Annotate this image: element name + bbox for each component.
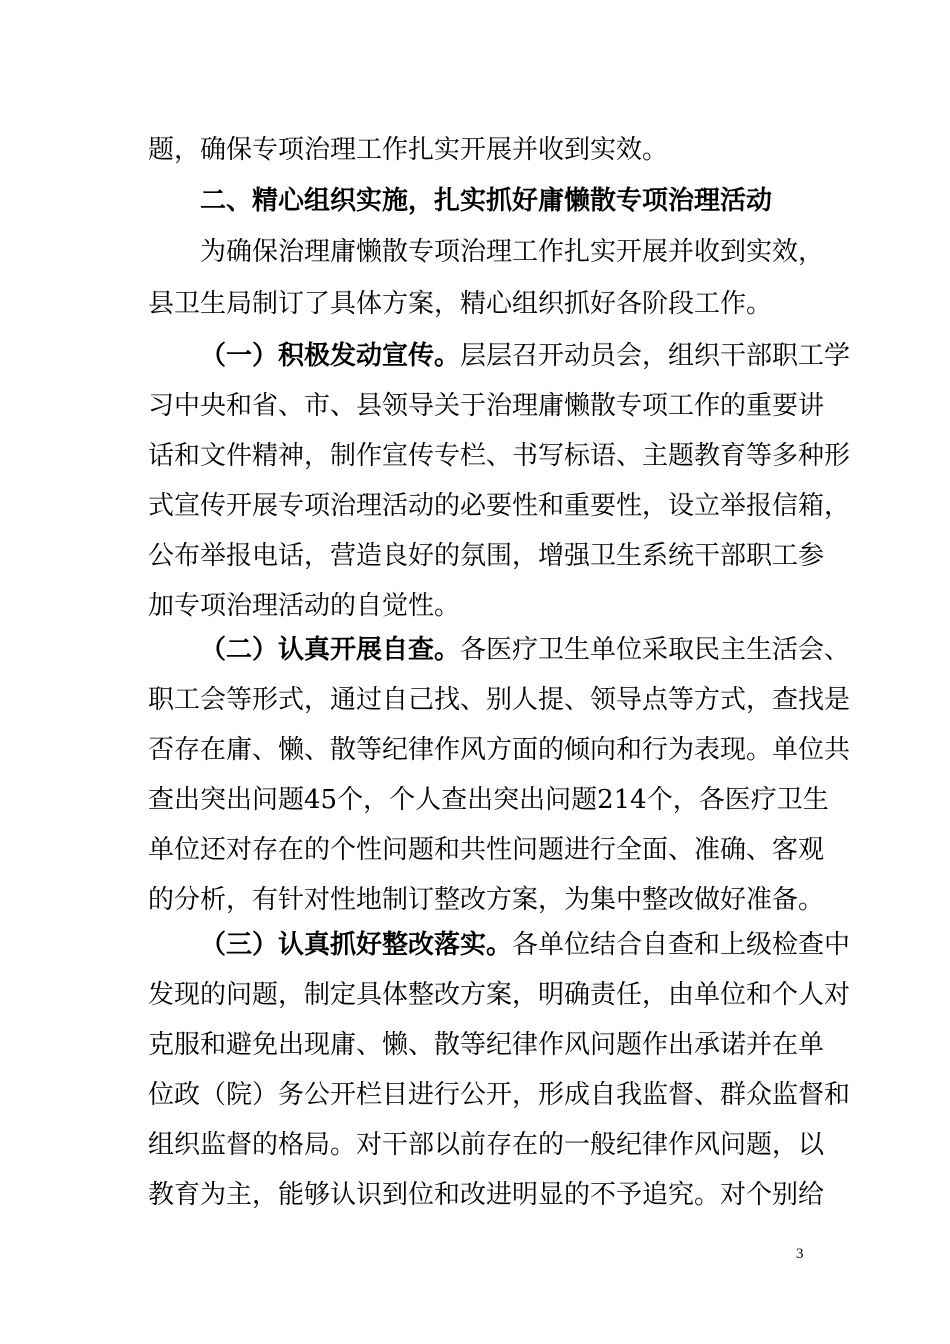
paragraph-line: 单位还对存在的个性问题和共性问题进行全面、准确、客观 bbox=[148, 835, 825, 865]
paragraph-line: 题，确保专项治理工作扎实开展并收到实效。 bbox=[148, 135, 669, 165]
subsection-heading: （三）认真抓好整改落实。 bbox=[200, 930, 513, 960]
paragraph-line: 克服和避免出现庸、懒、散等纪律作风问题作出承诺并在单 bbox=[148, 1030, 825, 1060]
paragraph-line: 加专项治理活动的自觉性。 bbox=[148, 591, 461, 621]
paragraph-line: 否存在庸、懒、散等纪律作风方面的倾向和行为表现。单位共 bbox=[148, 735, 851, 765]
paragraph-line: 公布举报电话，营造良好的氛围，增强卫生系统干部职工参 bbox=[148, 541, 825, 571]
paragraph-line: 位政（院）务公开栏目进行公开，形成自我监督、群众监督和 bbox=[148, 1080, 851, 1110]
section-heading: 二、精心组织实施，扎实抓好庸懒散专项治理活动 bbox=[200, 186, 773, 216]
paragraph-line: 话和文件精神，制作宣传专栏、书写标语、主题教育等多种形 bbox=[148, 441, 851, 471]
paragraph-line: 县卫生局制订了具体方案，精心组织抓好各阶段工作。 bbox=[148, 289, 773, 319]
paragraph-line: 式宣传开展专项治理活动的必要性和重要性，设立举报信箱， bbox=[148, 491, 851, 521]
paragraph-line: 发现的问题，制定具体整改方案，明确责任，由单位和个人对 bbox=[148, 980, 851, 1010]
paragraph-line: 教育为主，能够认识到位和改进明显的不予追究。对个别给 bbox=[148, 1180, 825, 1210]
paragraph-line bbox=[200, 925, 851, 965]
paragraph-line bbox=[200, 630, 851, 670]
subsection-heading: （二）认真开展自查。 bbox=[200, 635, 461, 665]
subsection-heading: （一）积极发动宣传。 bbox=[200, 341, 461, 371]
paragraph-line bbox=[200, 336, 851, 376]
paragraph-text: 各单位结合自查和上级检查中 bbox=[512, 930, 851, 960]
paragraph-line: 的分析，有针对性地制订整改方案，为集中整改做好准备。 bbox=[148, 885, 825, 915]
paragraph-text: 层层召开动员会，组织干部职工学 bbox=[460, 341, 851, 371]
page-number: 3 bbox=[796, 1246, 804, 1262]
paragraph-text: 各医疗卫生单位采取民主生活会、 bbox=[460, 635, 851, 665]
paragraph-line: 习中央和省、市、县领导关于治理庸懒散专项工作的重要讲 bbox=[148, 391, 825, 421]
paragraph-line: 组织监督的格局。对干部以前存在的一般纪律作风问题，以 bbox=[148, 1130, 825, 1160]
paragraph-line: 查出突出问题45个，个人查出突出问题214个，各医疗卫生 bbox=[148, 785, 829, 815]
paragraph-line: 职工会等形式，通过自己找、别人提、领导点等方式，查找是 bbox=[148, 685, 851, 715]
paragraph-line: 为确保治理庸懒散专项治理工作扎实开展并收到实效， bbox=[200, 237, 825, 267]
